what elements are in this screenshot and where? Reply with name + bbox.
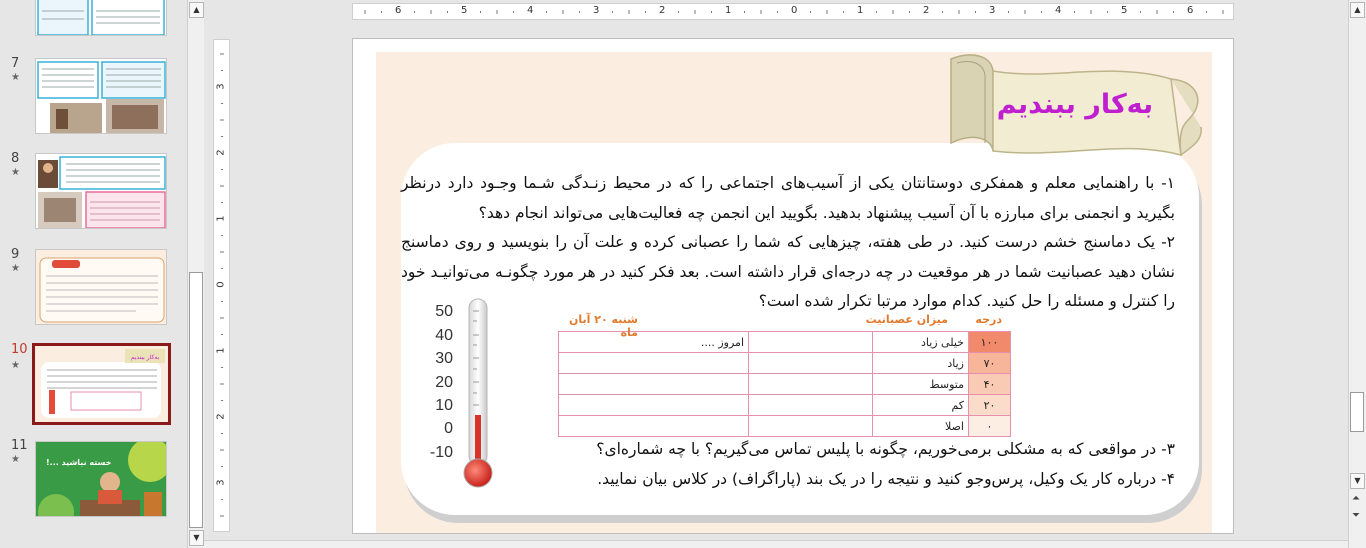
note-cell: [559, 395, 749, 416]
ruler-label: 2: [215, 413, 227, 420]
ruler-label: 0: [791, 5, 798, 16]
scroll-down-arrow-icon[interactable]: ▼: [189, 530, 204, 546]
scrollbar-thumb[interactable]: [189, 272, 203, 528]
header-degree: درجه: [975, 313, 1002, 326]
slide-thumbnail-6-preview: [36, 0, 167, 36]
ruler-label: 1: [215, 215, 227, 222]
horizontal-scrollbar[interactable]: [204, 540, 1348, 548]
slide-number-9: 9: [11, 247, 20, 262]
ruler-label: 5: [461, 5, 468, 16]
slide-canvas[interactable]: [352, 38, 1234, 534]
question-2: ۲- یک دماسنج خشم درست کنید. در طی هفته، چیزهایی که شما را عصبانی کرده و علت آن را بنویسید و روی دماسنج نشان دهید عصبانیت شما در هر موقعیت در چه درجه‌ای قرار داشته است. بعد فکر کنید در هر مورد چگونـه می‌توانیـد خود را کنترل و مسئله را حل کنید. کدام موارد مرتبا تکرار شده است؟: [401, 233, 1175, 310]
ruler-label: 3: [215, 479, 227, 486]
table-row: [559, 353, 1011, 374]
thermometer-label: -10: [429, 444, 453, 461]
ruler-label: 0: [215, 281, 227, 288]
scroll-up-arrow-icon[interactable]: ▲: [189, 2, 204, 18]
table-header: [558, 313, 1018, 339]
blank-cell: [749, 395, 873, 416]
blank-cell: [749, 374, 873, 395]
slide-thumbnail-10-preview: [35, 346, 168, 422]
svg-text:به‌کار ببندیم: به‌کار ببندیم: [130, 354, 160, 361]
slide-thumbnail-7-preview: [36, 59, 167, 134]
previous-slide-icon[interactable]: ⏶: [1352, 493, 1360, 504]
animation-star-icon: ★: [11, 360, 20, 371]
horizontal-ruler[interactable]: [352, 3, 1234, 20]
animation-star-icon: ★: [11, 167, 20, 178]
ruler-label: 6: [1187, 5, 1194, 16]
scroll-up-arrow-icon[interactable]: ▲: [1350, 2, 1365, 18]
editor-scrollbar[interactable]: [1348, 0, 1366, 548]
thumbnail-scrollbar[interactable]: [187, 0, 204, 548]
header-anger-level: میزان عصبانیت: [865, 313, 948, 326]
slide-number-7: 7: [11, 56, 20, 71]
slide-thumbnail-8-preview: [36, 154, 167, 229]
slide-thumbnail-9-preview: [36, 250, 167, 325]
note-cell: امروز ....: [559, 332, 749, 353]
slide-number-10: 10: [11, 342, 28, 357]
ruler-label: 2: [215, 149, 227, 156]
slide-thumbnail-9[interactable]: [35, 249, 167, 325]
ruler-label: 3: [215, 83, 227, 90]
blank-cell: [749, 332, 873, 353]
ruler-label: 1: [725, 5, 732, 16]
anger-level-cell: کم: [873, 395, 969, 416]
degree-cell: ۰: [969, 416, 1011, 437]
table-row: [559, 395, 1011, 416]
question-4: ۴- درباره کار یک وکیل، پرس‌وجو کنید و نتیجه را در یک بند (پاراگراف) در کلاس بیان نمایید.: [597, 469, 1175, 488]
animation-star-icon: ★: [11, 263, 20, 274]
degree-cell: ۲۰: [969, 395, 1011, 416]
ruler-label: 4: [527, 5, 534, 16]
scrollbar-thumb[interactable]: [1350, 392, 1364, 432]
slide-thumbnail-11[interactable]: [35, 441, 167, 517]
anger-level-cell: متوسط: [873, 374, 969, 395]
ruler-label: 2: [923, 5, 930, 16]
ruler-label: 3: [593, 5, 600, 16]
anger-level-cell: خیلی زیاد: [873, 332, 969, 353]
slide-thumbnail-6[interactable]: [35, 0, 167, 36]
question-3: ۳- در مواقعی که به مشکلی برمی‌خوریم، چگونه با پلیس تماس می‌گیریم؟ با چه شماره‌ای؟: [596, 440, 1175, 458]
ruler-label: 1: [857, 5, 864, 16]
degree-cell: ۷۰: [969, 353, 1011, 374]
anger-level-cell: زیاد: [873, 353, 969, 374]
anger-table-grid: [558, 331, 1011, 437]
degree-cell: ۴۰: [969, 374, 1011, 395]
ruler-label: 3: [989, 5, 996, 16]
banner-title: به‌کار ببندیم: [996, 89, 1154, 120]
ruler-label: 1: [215, 347, 227, 354]
slide-number-11: 11: [11, 438, 28, 453]
animation-star-icon: ★: [11, 454, 20, 465]
ruler-label: 2: [659, 5, 666, 16]
thermometer-label: 10: [435, 397, 453, 414]
question-1: ۱- با راهنمایی معلم و همفکری دوستانتان یکی از آسیب‌های اجتماعی را که در محیط زنـدگی شـما وجـود دارد درنظر بگیرید و انجمنی برای مبارزه با آن آسیب پیشنهاد بدهید. بگویید این انجمن چه فعالیت‌هایی می‌تواند انجام دهد؟: [401, 174, 1175, 222]
slide-number-8: 8: [11, 151, 20, 166]
next-slide-icon[interactable]: ⏷: [1352, 510, 1360, 521]
thermometer-label: 50: [435, 303, 453, 320]
table-row: [559, 416, 1011, 437]
thermometer-label: 20: [435, 374, 453, 391]
thermometer-icon: [461, 297, 501, 493]
slide-thumbnail-pane: [0, 0, 186, 548]
table-row: [559, 374, 1011, 395]
header-date: شنبه ۲۰ آبان ماه: [569, 313, 638, 339]
anger-table: [558, 313, 1018, 437]
animation-star-icon: ★: [11, 72, 20, 83]
thermometer-label: 0: [444, 420, 453, 437]
thermometer-label: 40: [435, 327, 453, 344]
blank-cell: [749, 416, 873, 437]
ruler-label: 4: [1055, 5, 1062, 16]
slide-thumbnail-11-preview: [36, 442, 167, 517]
ruler-label: 6: [395, 5, 402, 16]
thermometer-label: 30: [435, 350, 453, 367]
blank-cell: [749, 353, 873, 374]
note-cell: [559, 374, 749, 395]
scroll-down-arrow-icon[interactable]: ▼: [1350, 473, 1365, 489]
question-3-and-4: [555, 435, 1175, 494]
vertical-ruler[interactable]: [213, 39, 230, 532]
slide-thumbnail-7[interactable]: [35, 58, 167, 134]
anger-level-cell: اصلا: [873, 416, 969, 437]
slide-thumbnail-8[interactable]: [35, 153, 167, 229]
ruler-label: 5: [1121, 5, 1128, 16]
note-cell: [559, 416, 749, 437]
slide-thumbnail-10-selected[interactable]: [32, 343, 171, 425]
degree-cell: ۱۰۰: [969, 332, 1011, 353]
note-cell: [559, 353, 749, 374]
slide-11-caption: خسته نباشید ...!: [46, 458, 112, 467]
